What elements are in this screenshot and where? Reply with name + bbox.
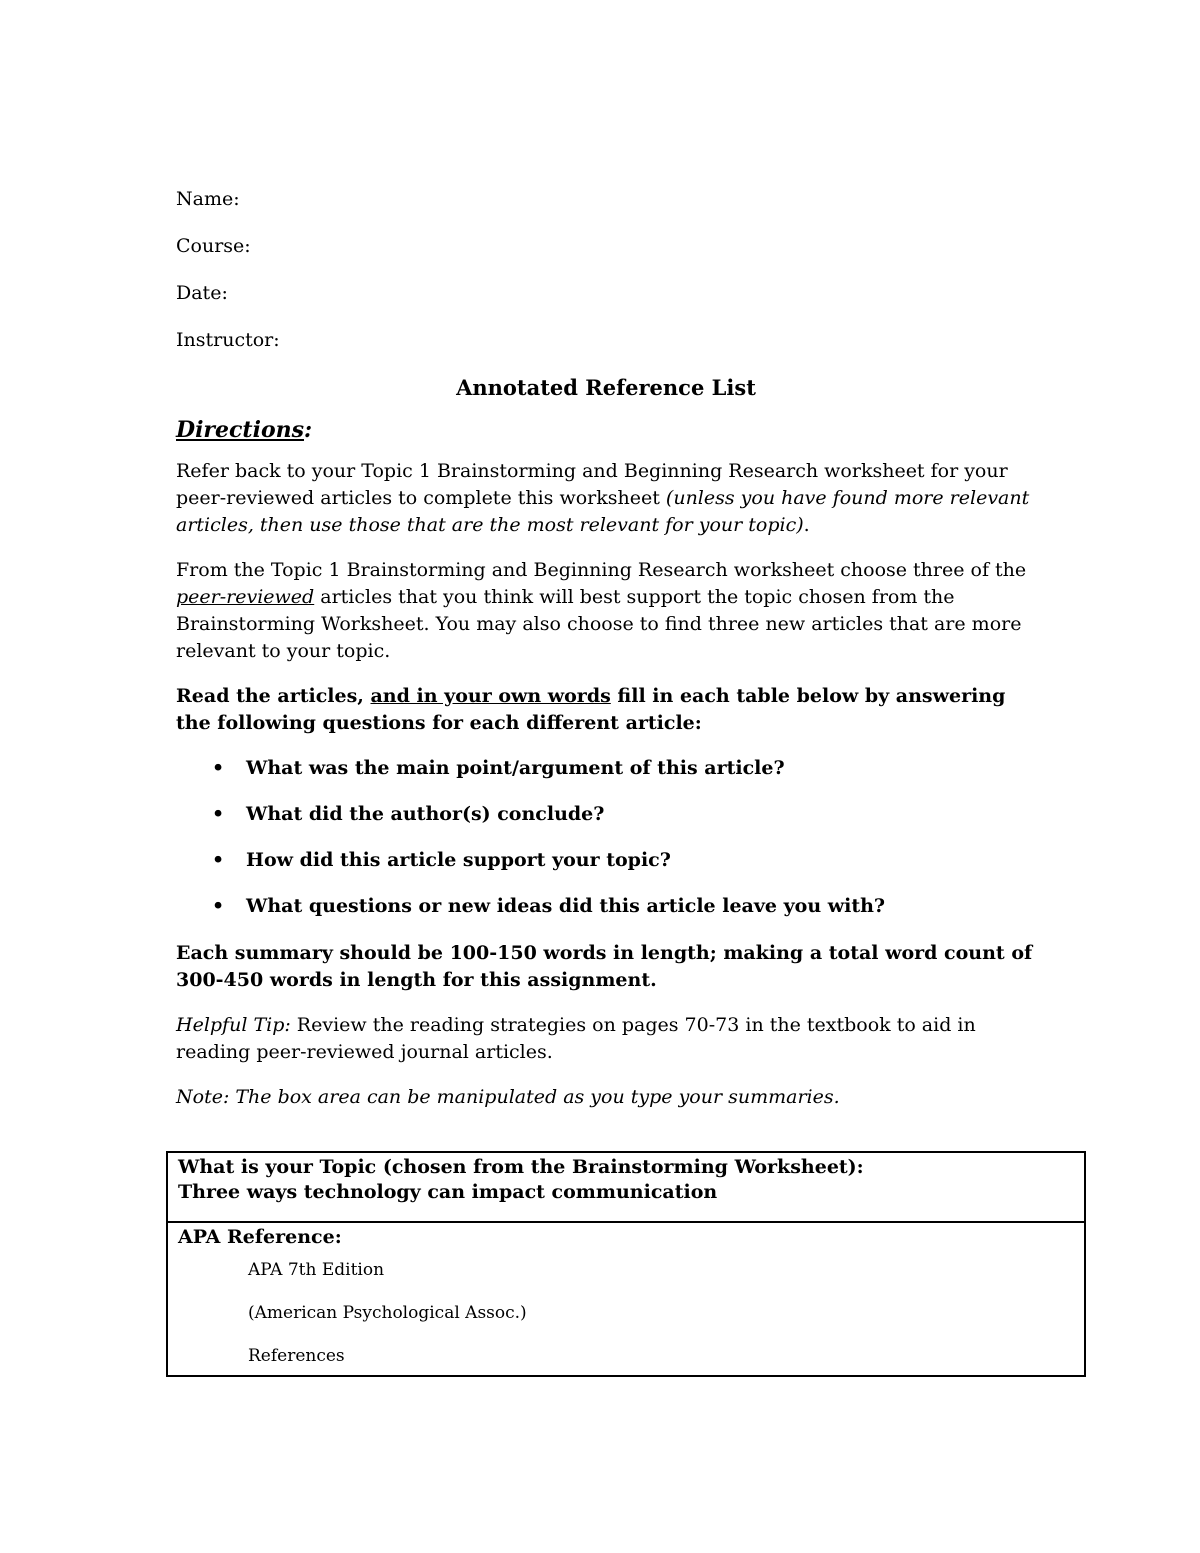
topic-cell[interactable] xyxy=(168,1153,1084,1223)
instructor-field-label: Instructor: xyxy=(176,329,280,351)
date-field-label: Date: xyxy=(176,282,228,304)
directions-paragraph-1 xyxy=(176,458,1036,539)
apa-reference-item: APA 7th Edition xyxy=(248,1260,385,1280)
question-list xyxy=(176,755,1036,920)
paragraph-1-end: . xyxy=(803,514,810,536)
list-item xyxy=(176,847,1036,874)
paragraph-3-start: Read the articles, xyxy=(176,685,371,707)
paragraph-1-italic: (unless you have found more relevant articles, then use those that are the most relevant for your topic) xyxy=(176,487,1030,536)
directions-paragraph-3 xyxy=(176,683,1036,737)
paragraph-2-start: From the Topic 1 Brainstorming and Beginning Research worksheet choose three of the xyxy=(176,559,1027,581)
directions-heading xyxy=(176,417,1036,444)
apa-reference-label: APA Reference: xyxy=(178,1226,342,1248)
summary-length-requirement: Each summary should be 100-150 words in length; making a total word count of 300-450 words in length for this assignment. xyxy=(176,942,1033,991)
question-text: What did the author(s) conclude? xyxy=(246,803,605,825)
directions-heading-colon: : xyxy=(304,417,313,443)
apa-reference-item: References xyxy=(248,1346,345,1366)
course-field-label: Course: xyxy=(176,235,251,257)
question-text: What was the main point/argument of this article? xyxy=(246,757,785,779)
document-title: Annotated Reference List xyxy=(456,375,756,400)
helpful-tip-text: Review the reading strategies on pages 70-73 in the textbook to aid in reading peer-reviewed journal articles. xyxy=(176,1014,976,1063)
bullet-icon: • xyxy=(212,895,225,917)
peer-reviewed-emphasis: peer-reviewed xyxy=(176,586,315,608)
topic-question: What is your Topic (chosen from the Brainstorming Worksheet): xyxy=(178,1156,864,1178)
paragraph-1-text: Refer back to your Topic 1 Brainstorming and Beginning Research worksheet for your peer-reviewed articles to complete this worksheet xyxy=(176,460,1008,509)
apa-reference-item: (American Psychological Assoc.) xyxy=(248,1303,527,1323)
bullet-icon: • xyxy=(212,757,225,779)
paragraph-2-end: articles that you think will best support the topic chosen from the Brainstorming Worksheet. You may also choose to find three new articles that are more relevant to your topic. xyxy=(176,586,1022,662)
name-field-label: Name: xyxy=(176,188,240,210)
bullet-icon: • xyxy=(212,803,225,825)
document-body xyxy=(176,186,1036,1129)
topic-answer: Three ways technology can impact communication xyxy=(178,1181,718,1203)
directions-paragraph-2 xyxy=(176,557,1036,665)
bullet-icon: • xyxy=(212,849,225,871)
paragraph-3-end: fill in each table below by answering the following questions for each different article: xyxy=(176,685,1006,734)
question-text: How did this article support your topic? xyxy=(246,849,671,871)
apa-reference-cell[interactable] xyxy=(168,1223,1084,1375)
apa-reference-list xyxy=(248,1260,1084,1366)
annotation-table xyxy=(166,1151,1086,1377)
helpful-tip xyxy=(176,1012,1036,1066)
list-item xyxy=(176,801,1036,828)
list-item xyxy=(176,893,1036,920)
own-words-underlined: and in your own words xyxy=(370,685,611,707)
question-text: What questions or new ideas did this article leave you with? xyxy=(246,895,886,917)
directions-heading-text: Directions xyxy=(176,417,304,443)
list-item xyxy=(176,755,1036,782)
helpful-tip-label: Helpful Tip: xyxy=(176,1014,291,1036)
note-text: Note: The box area can be manipulated as you type your summaries. xyxy=(176,1086,840,1108)
